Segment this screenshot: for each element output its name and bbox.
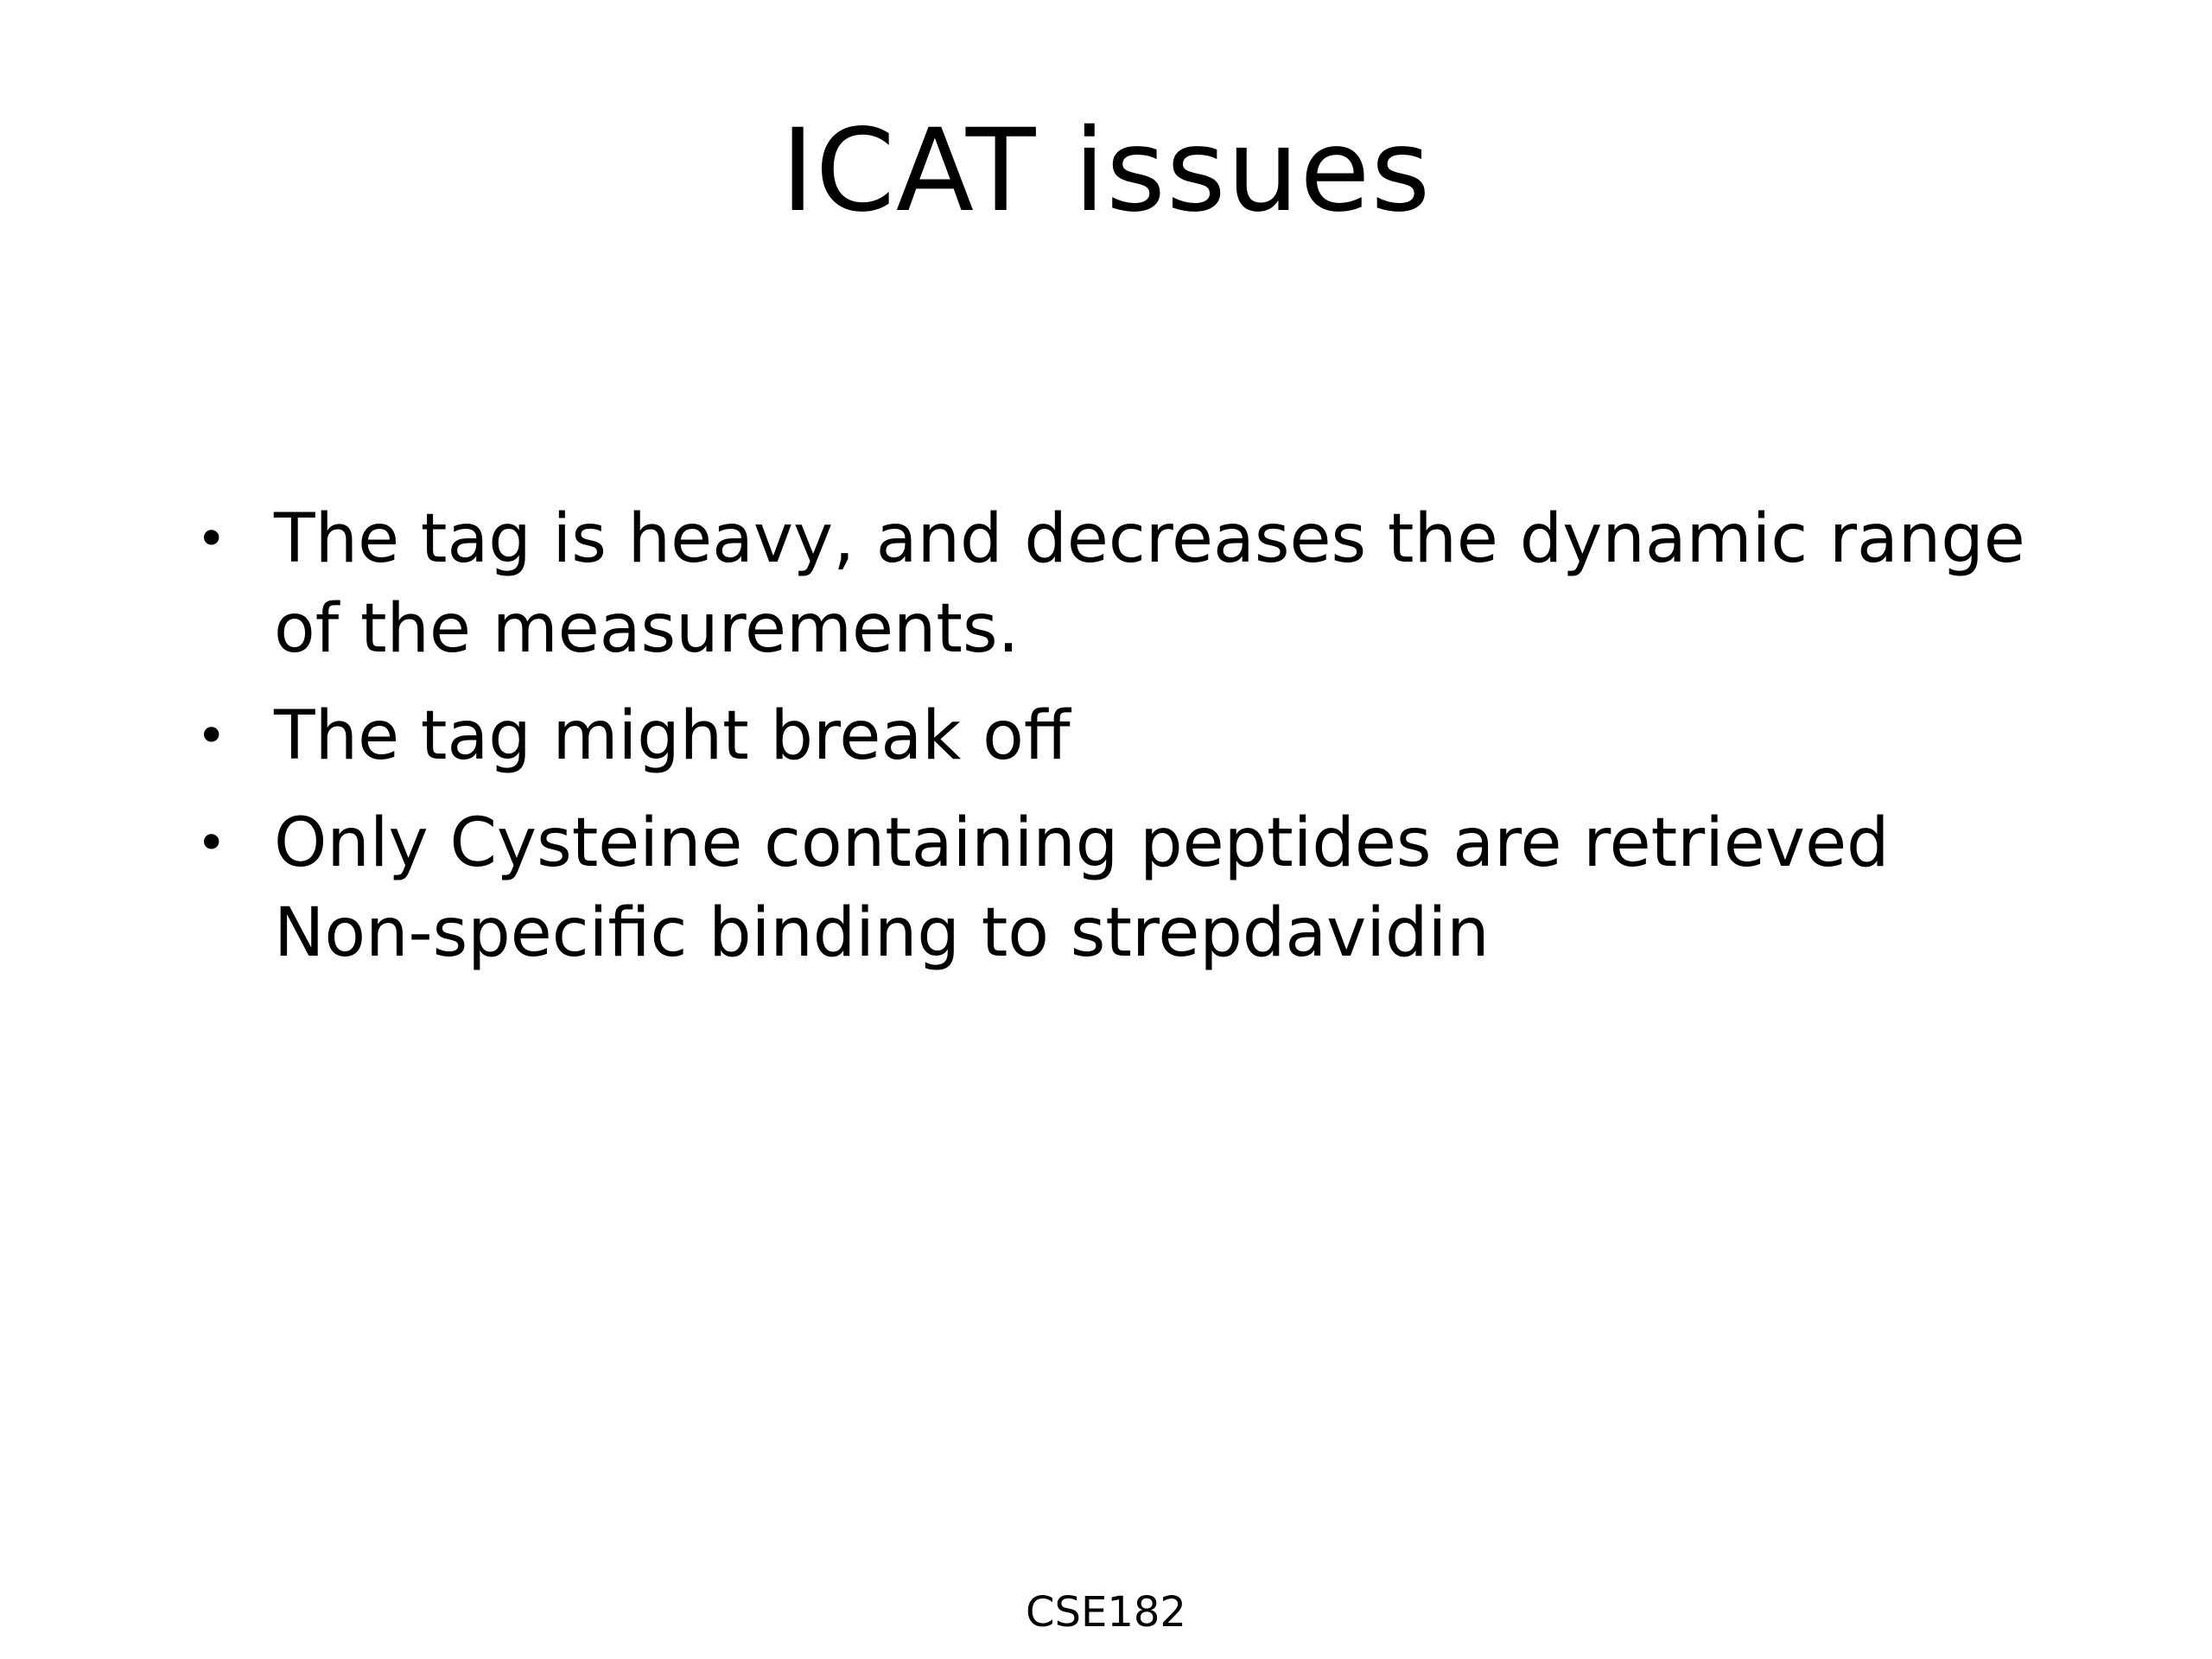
bullet-item <box>186 798 2087 978</box>
bullet-marker: • <box>196 813 227 874</box>
bullet-text: Only Cysteine containing peptides are retrieved Non-specific binding to strepdavidin <box>274 804 1890 972</box>
bullet-marker: • <box>196 509 227 569</box>
slide-title: ICAT issues <box>780 105 1432 238</box>
bullet-item <box>186 494 2087 674</box>
bullet-text: The tag is heavy, and decreases the dynamic range of the measurements. <box>274 500 2025 668</box>
bullet-text: The tag might break off <box>274 697 1071 775</box>
bullet-marker: • <box>196 706 227 766</box>
bullet-list <box>186 494 2087 995</box>
slide-footer: CSE182 <box>1026 1588 1186 1637</box>
bullet-item <box>186 691 2087 781</box>
